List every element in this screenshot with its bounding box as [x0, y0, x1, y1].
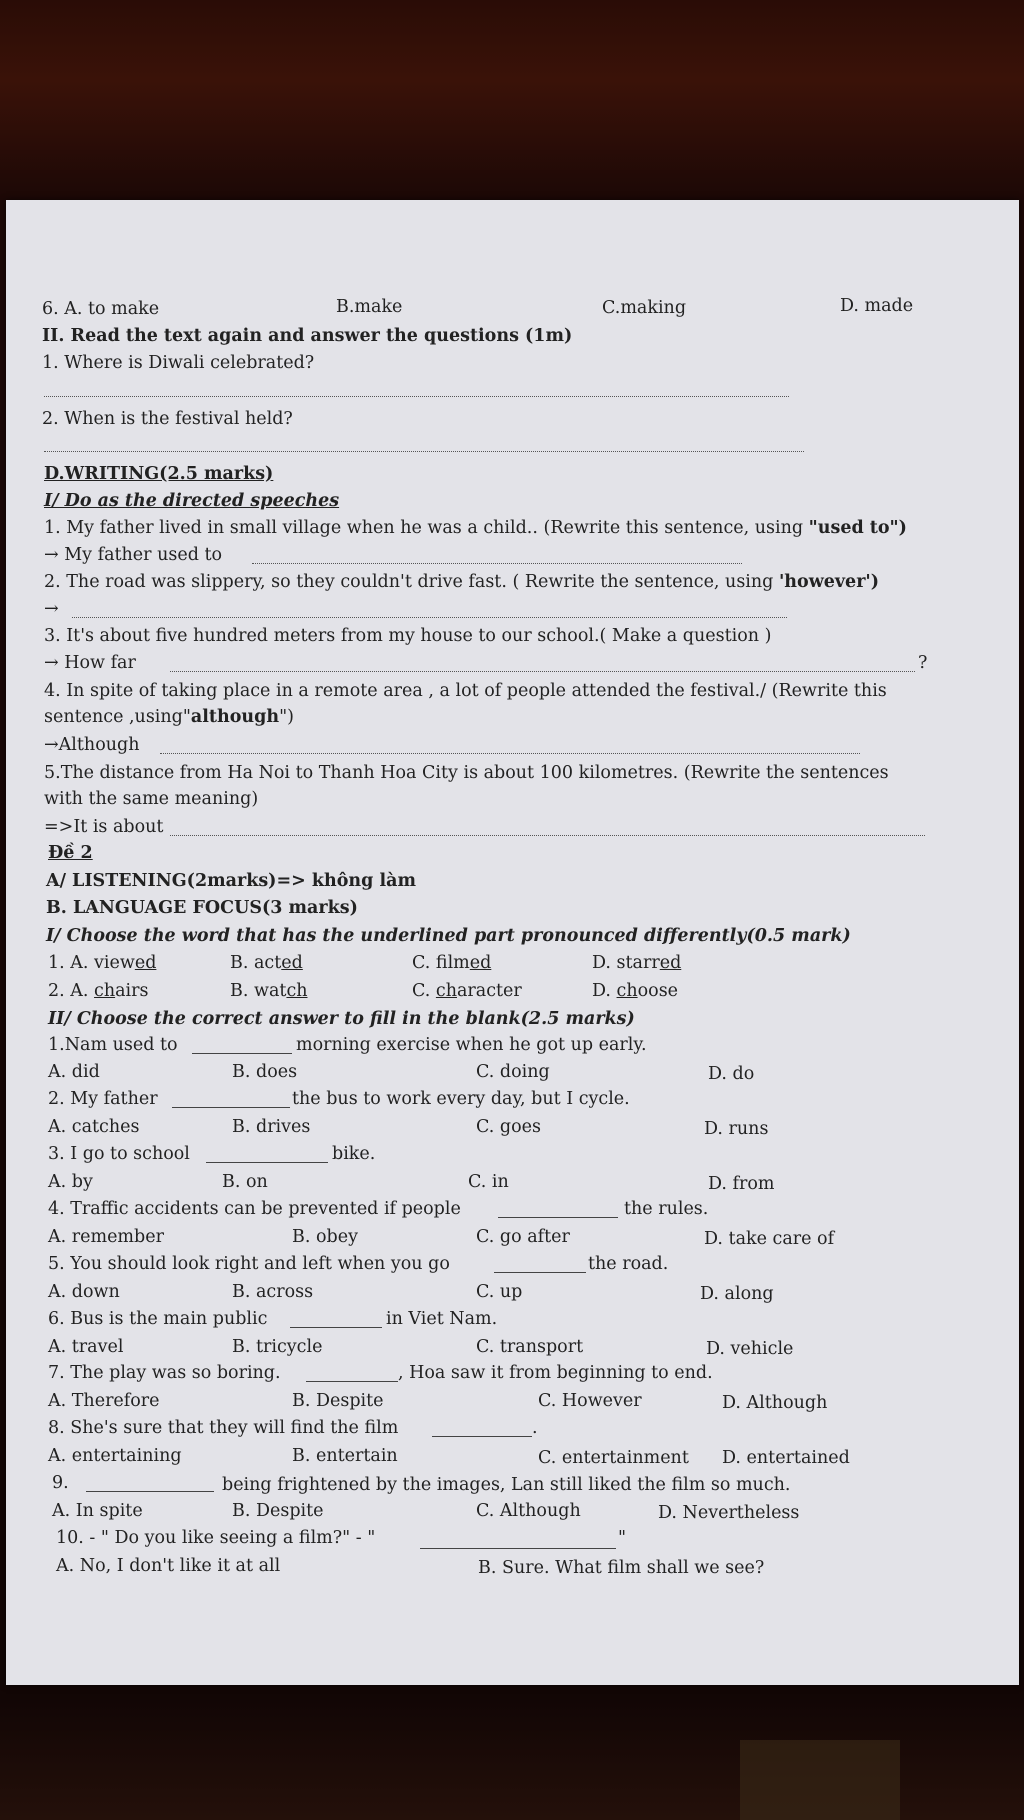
mc-7-question: 7. The play was so boring.	[48, 1363, 281, 1383]
mc-5-option-c: C. up	[476, 1282, 523, 1302]
multiple-choice-heading: II/ Choose the correct answer to fill in the blank(2.5 marks)	[48, 1009, 635, 1029]
answer-line-2	[44, 450, 804, 452]
writing-q5-line	[170, 834, 925, 836]
pron-2-option-a: 2. A. chairs	[48, 981, 149, 1001]
mc-2-option-b: B. drives	[232, 1117, 311, 1137]
mc-4-blank	[498, 1216, 618, 1218]
mc-9-question-end: being frightened by the images, Lan still liked the film so much.	[222, 1475, 791, 1495]
mc-2-option-c: C. goes	[476, 1117, 541, 1137]
writing-q4-answer-start: →Although	[44, 735, 140, 755]
writing-q3-line	[170, 670, 915, 672]
writing-q5: 5.The distance from Ha Noi to Thanh Hoa City is about 100 kilometres. (Rewrite the sentences	[44, 763, 889, 783]
mc-6-option-a: A. travel	[48, 1337, 124, 1357]
mc-1-question: 1.Nam used to	[48, 1035, 178, 1055]
writing-q1-line	[252, 562, 742, 564]
pronunciation-heading: I/ Choose the word that has the underlined part pronounced differently(0.5 mark)	[46, 926, 851, 946]
mc-7-option-b: B. Despite	[292, 1391, 384, 1411]
writing-subheading: I/ Do as the directed speeches	[44, 491, 340, 511]
mc-3-question-end: bike.	[332, 1144, 376, 1164]
q6-label: 6. A. to make	[42, 299, 160, 319]
mc-10-blank	[420, 1547, 616, 1549]
mc-6-question: 6. Bus is the main public	[48, 1309, 268, 1329]
mc-4-question: 4. Traffic accidents can be prevented if people	[48, 1199, 461, 1219]
writing-q3: 3. It's about five hundred meters from my house to our school.( Make a question )	[44, 626, 772, 646]
pron-1-option-d: D. starred	[592, 953, 682, 973]
mc-10-question: 10. - " Do you like seeing a film?" - "	[56, 1528, 376, 1548]
mc-6-option-d: D. vehicle	[706, 1339, 794, 1359]
mc-3-blank	[206, 1161, 328, 1163]
writing-q3-question-mark: ?	[918, 653, 928, 673]
section-ii-heading: II. Read the text again and answer the questions (1m)	[42, 326, 573, 346]
mc-5-option-d: D. along	[700, 1284, 774, 1304]
mc-9-option-b: B. Despite	[232, 1501, 324, 1521]
mc-4-option-a: A. remember	[48, 1227, 164, 1247]
mc-3-option-a: A. by	[48, 1172, 93, 1192]
mc-10-option-b: B. Sure. What film shall we see?	[478, 1558, 765, 1578]
mc-1-question-end: morning exercise when he got up early.	[296, 1035, 647, 1055]
writing-q5-line2: with the same meaning)	[44, 789, 259, 809]
pron-2-option-c: C. character	[412, 981, 522, 1001]
pron-1-option-c: C. filmed	[412, 953, 492, 973]
mc-6-option-b: B. tricycle	[232, 1337, 323, 1357]
writing-q4-line	[160, 752, 860, 754]
mc-1-option-c: C. doing	[476, 1062, 550, 1082]
mc-5-question: 5. You should look right and left when you go	[48, 1254, 450, 1274]
mc-7-option-d: D. Although	[722, 1393, 828, 1413]
mc-2-question: 2. My father	[48, 1089, 158, 1109]
mc-8-blank	[432, 1435, 532, 1437]
writing-q2: 2. The road was slippery, so they couldn't drive fast. ( Rewrite the sentence, using 'however')	[44, 572, 880, 592]
mc-1-option-b: B. does	[232, 1062, 298, 1082]
mc-6-blank	[290, 1326, 382, 1328]
mc-4-option-c: C. go after	[476, 1227, 570, 1247]
writing-q1: 1. My father lived in small village when he was a child.. (Rewrite this sentence, using "used to")	[44, 518, 907, 538]
mc-7-question-end: , Hoa saw it from beginning to end.	[398, 1363, 713, 1383]
mc-3-option-c: C. in	[468, 1172, 509, 1192]
mc-1-blank	[192, 1052, 292, 1054]
exam-version-label: Đề 2	[48, 843, 93, 863]
mc-2-blank	[172, 1106, 290, 1108]
writing-q4-line2: sentence ,using"although")	[44, 707, 294, 727]
mc-1-option-d: D. do	[708, 1064, 755, 1084]
mc-6-option-c: C. transport	[476, 1337, 584, 1357]
pron-1-option-b: B. acted	[230, 953, 303, 973]
mc-10-option-a: A. No, I don't like it at all	[56, 1556, 281, 1576]
mc-2-question-end: the bus to work every day, but I cycle.	[292, 1089, 630, 1109]
pron-1-option-a: 1. A. viewed	[48, 953, 157, 973]
writing-q2-arrow: →	[44, 599, 59, 619]
mc-8-option-c: C. entertainment	[538, 1448, 689, 1468]
reading-question-2: 2. When is the festival held?	[42, 409, 293, 429]
listening-heading: A/ LISTENING(2marks)=> không làm	[46, 871, 416, 891]
mc-7-option-a: A. Therefore	[48, 1391, 160, 1411]
q6-option-b: B.make	[336, 297, 403, 317]
mc-3-option-b: B. on	[222, 1172, 268, 1192]
mc-2-option-a: A. catches	[48, 1117, 140, 1137]
background-object	[740, 1740, 900, 1820]
mc-7-blank	[306, 1380, 398, 1382]
writing-heading: D.WRITING(2.5 marks)	[44, 464, 274, 484]
mc-6-question-end: in Viet Nam.	[386, 1309, 498, 1329]
reading-question-1: 1. Where is Diwali celebrated?	[42, 353, 315, 373]
mc-5-blank	[494, 1271, 586, 1273]
mc-5-question-end: the road.	[588, 1254, 669, 1274]
answer-line-1	[44, 395, 789, 397]
language-focus-heading: B. LANGUAGE FOCUS(3 marks)	[46, 898, 358, 918]
pron-2-option-d: D. choose	[592, 981, 679, 1001]
mc-4-option-b: B. obey	[292, 1227, 358, 1247]
mc-8-question: 8. She's sure that they will find the film	[48, 1418, 399, 1438]
mc-3-question: 3. I go to school	[48, 1144, 190, 1164]
writing-q4: 4. In spite of taking place in a remote area , a lot of people attended the festival./ (Rewrite this	[44, 681, 887, 701]
mc-9-option-a: A. In spite	[52, 1501, 143, 1521]
writing-q1-answer-start: → My father used to	[44, 545, 223, 565]
q6-option-d: D. made	[840, 296, 914, 316]
mc-5-option-a: A. down	[48, 1282, 120, 1302]
mc-9-blank	[86, 1490, 214, 1492]
mc-8-option-d: D. entertained	[722, 1448, 850, 1468]
mc-8-option-a: A. entertaining	[48, 1446, 182, 1466]
mc-2-option-d: D. runs	[704, 1119, 769, 1139]
mc-8-question-end: .	[532, 1418, 538, 1438]
pron-2-option-b: B. watch	[230, 981, 308, 1001]
mc-4-question-end: the rules.	[624, 1199, 709, 1219]
mc-4-option-d: D. take care of	[704, 1229, 835, 1249]
writing-q2-line	[72, 616, 787, 618]
q6-option-c: C.making	[602, 298, 687, 318]
mc-1-option-a: A. did	[48, 1062, 100, 1082]
mc-8-option-b: B. entertain	[292, 1446, 398, 1466]
mc-10-question-end: "	[618, 1528, 627, 1548]
mc-9-option-c: C. Although	[476, 1501, 581, 1521]
writing-q3-answer-start: → How far	[44, 653, 136, 673]
mc-9-option-d: D. Nevertheless	[658, 1503, 800, 1523]
writing-q5-answer-start: =>It is about	[44, 817, 164, 837]
mc-9-question: 9.	[52, 1473, 69, 1493]
mc-7-option-c: C. However	[538, 1391, 642, 1411]
mc-5-option-b: B. across	[232, 1282, 314, 1302]
mc-3-option-d: D. from	[708, 1174, 775, 1194]
